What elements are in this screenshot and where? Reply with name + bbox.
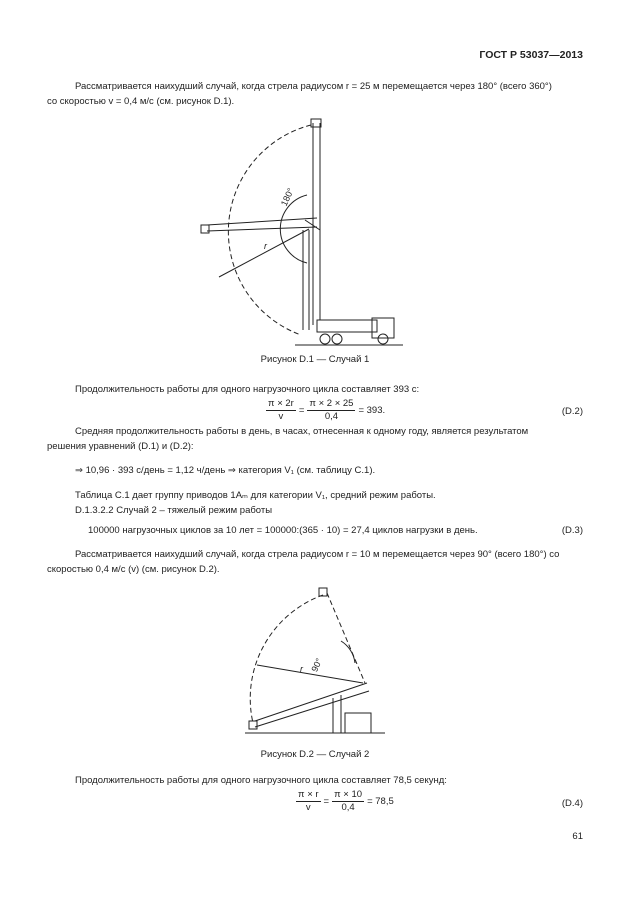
figure-d2-angle-label: 90° — [309, 656, 325, 674]
frac-denominator: 0,4 — [324, 411, 339, 422]
paragraph-line: Рассматривается наихудший случай, когда стрела радиусом r = 25 м перемещается через 180° (всего 360°) — [75, 81, 552, 92]
paragraph-line: Таблица С.1 дает группу приводов 1Aₘ для категории V₁, средний режим работы. — [75, 490, 436, 501]
paragraph-category: ⇒ 10,96 · 393 с/день = 1,12 ч/день ⇒ категория V₁ (см. таблицу С.1). — [75, 465, 376, 476]
frac-numerator: π × 2r — [268, 398, 294, 409]
frac-denominator: v — [305, 802, 311, 813]
paragraph-line: D.1.3.2.2 Случай 2 – тяжелый режим работы — [75, 505, 273, 516]
paragraph-duration2: Продолжительность работы для одного нагрузочного цикла составляет 78,5 секунд: — [75, 775, 447, 786]
figure-d1-angle-label: 180° — [278, 186, 296, 208]
figure-d1-diagram — [195, 115, 410, 355]
equation-number-d3: (D.3) — [561, 525, 583, 536]
paragraph-line: Рассматривается наихудший случай, когда стрела радиусом r = 10 м перемещается через 90° (всего 180°) со — [75, 549, 560, 560]
figure-d1-radius-label: r — [264, 241, 267, 251]
paragraph-average — [47, 424, 583, 454]
frac-denominator: v — [278, 411, 284, 422]
frac-numerator: π × r — [298, 789, 319, 800]
paragraph-line: решения уравнений (D.1) и (D.2): — [47, 441, 194, 452]
equation-d2 — [266, 398, 385, 423]
figure-d2-caption: Рисунок D.2 — Случай 2 — [260, 749, 370, 760]
page-number: 61 — [572, 831, 583, 842]
frac-denominator: 0,4 — [341, 802, 355, 813]
document-header: ГОСТ Р 53037—2013 — [479, 49, 583, 61]
equation-result: = 393. — [358, 405, 386, 416]
paragraph-case1 — [47, 79, 583, 109]
frac-numerator: π × 2 × 25 — [309, 398, 354, 409]
equation-result: = 78,5 — [367, 796, 394, 807]
paragraph-table-ref — [75, 488, 583, 518]
equation-number-d4: (D.4) — [561, 798, 583, 809]
equation-d3: 100000 нагрузочных циклов за 10 лет = 100000:(365 · 10) = 27,4 циклов нагрузки в день. — [88, 525, 478, 536]
radius-line — [219, 229, 309, 277]
frac-numerator: π × 10 — [334, 789, 363, 800]
paragraph-line: скоростью 0,4 м/с (v) (см. рисунок D.2). — [47, 564, 220, 575]
paragraph-case2 — [47, 547, 583, 577]
equation-number-d2: (D.2) — [561, 406, 583, 417]
figure-d2-radius-label: r — [300, 664, 303, 674]
figure-d1-caption: Рисунок D.1 — Случай 1 — [260, 354, 370, 365]
paragraph-line: со скоростью v = 0,4 м/с (см. рисунок D.1). — [47, 96, 235, 107]
paragraph-duration1: Продолжительность работы для одного нагрузочного цикла составляет 393 с: — [75, 384, 420, 395]
equation-d4 — [296, 789, 394, 814]
equals-sign: = — [298, 405, 305, 416]
equals-sign: = — [323, 796, 330, 807]
paragraph-line: Средняя продолжительность работы в день, в часах, отнесенная к одному году, является результатом — [75, 426, 529, 437]
swing-arc — [250, 595, 323, 723]
